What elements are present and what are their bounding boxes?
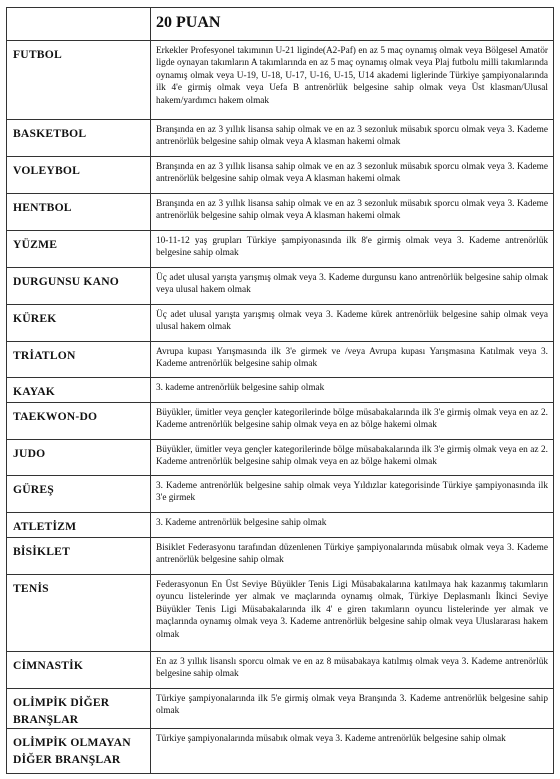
criteria-text: En az 3 yıllık lisanslı sporcu olmak ve en az 8 müsabakaya katılmış olmak veya 3. Kademe antrenörlük belgesine sahip olmak xyxy=(151,652,554,689)
sport-name: KAYAK xyxy=(7,378,151,403)
table-row xyxy=(7,194,554,231)
criteria-text: Branşında en az 3 yıllık lisansa sahip olmak ve en az 3 sezonluk müsabık sporcu olmak veya 3. Kademe antrenörlük belgesine sahip olmak veya A klasman hakemi olmak xyxy=(151,157,554,194)
table-row xyxy=(7,440,554,476)
criteria-text: 3. kademe antrenörlük belgesine sahip olmak xyxy=(151,378,554,403)
sport-name: TAEKWON-DO xyxy=(7,403,151,440)
points-title: 20 PUAN xyxy=(151,8,554,41)
criteria-text: Avrupa kupası Yarışmasında ilk 3'e girmek ve /veya Avrupa kupası Yarışmasına Katılmak veya 3. Kademe antrenörlük belgesine sahip olmak xyxy=(151,342,554,378)
criteria-text: Federasyonun En Üst Seviye Büyükler Tenis Ligi Müsabakalarına katılmaya hak kazanmış takımların oyuncu listelerinde yer almak ve maçlarında oynamış olmak, Türkiye Deplasmanlı İkinci Seviye Büyükler Tenis Ligi Müsabakalarında ilk 4' e giren takımların oyuncu listelerinde yer almak ve maçlarında oynamış olmak veya 3. Kademe antrenörlük belgesine sahip olmak veya Uluslararası hakem olmak xyxy=(151,575,554,652)
table-row xyxy=(7,268,554,305)
sport-name: ATLETİZM xyxy=(7,513,151,538)
table-row xyxy=(7,513,554,538)
table-row xyxy=(7,476,554,513)
sport-name: YÜZME xyxy=(7,231,151,268)
table-row xyxy=(7,538,554,575)
header-empty-cell xyxy=(7,8,151,41)
table-row xyxy=(7,729,554,774)
sport-name: GÜREŞ xyxy=(7,476,151,513)
sport-name: HENTBOL xyxy=(7,194,151,231)
criteria-text: Büyükler, ümitler veya gençler kategorilerinde bölge müsabakalarında ilk 3'e girmiş olmak veya en az 2. Kademe antrenörlük belgesine sahip olmak veya en az bölge hakemi olmak xyxy=(151,440,554,476)
criteria-text: Büyükler, ümitler veya gençler kategorilerinde bölge müsabakalarında ilk 3'e girmiş olmak veya en az 2. Kademe antrenörlük belgesine sahip olmak veya en az bölge hakemi olmak xyxy=(151,403,554,440)
criteria-text: 10-11-12 yaş grupları Türkiye şampiyonasında ilk 8'e girmiş olmak veya 3. Kademe antrenörlük belgesine sahip olmak xyxy=(151,231,554,268)
criteria-text: 3. Kademe antrenörlük belgesine sahip olmak veya Yıldızlar kategorisinde Türkiye şampiyonasında ilk 3'e girmek xyxy=(151,476,554,513)
table-row xyxy=(7,41,554,120)
sport-name: BASKETBOL xyxy=(7,120,151,157)
sport-name: TRİATLON xyxy=(7,342,151,378)
sport-name: JUDO xyxy=(7,440,151,476)
criteria-text: Türkiye şampiyonalarında ilk 5'e girmiş olmak veya Branşında 3. Kademe antrenörlük belgesine sahip olmak xyxy=(151,689,554,729)
table-row xyxy=(7,342,554,378)
criteria-text: Üç adet ulusal yarışta yarışmış olmak veya 3. Kademe durgunsu kano antrenörlük belgesine sahip olmak veya ulusal hakem olmak xyxy=(151,268,554,305)
table-row xyxy=(7,231,554,268)
sport-name: VOLEYBOL xyxy=(7,157,151,194)
table-row xyxy=(7,120,554,157)
criteria-text: Bisiklet Federasyonu tarafından düzenlenen Türkiye şampiyonalarında müsabık olmak veya 3. Kademe antrenörlük belgesine sahip olmak xyxy=(151,538,554,575)
header-row xyxy=(7,8,554,41)
criteria-text: 3. Kademe antrenörlük belgesine sahip olmak xyxy=(151,513,554,538)
criteria-text: Erkekler Profesyonel takımının U-21 liginde(A2-Paf) en az 5 maç oynamış olmak veya Bölgesel Amatör ligde oynayan takımların A takımlarında en az 5 maç oynamış olmak veya Plaj futbolu milli takımlarında oynamış olmak veya U-19, U-18, U-17, U-16, U-15, U14 akademi liglerinde Türkiye şampiyonalarında ilk 4'e girmiş olmak veya Uefa B antrenörlük belgesine sahip olmak veya Üst klasman/Ulusal hakem/yardımcı hakem olmak xyxy=(151,41,554,120)
criteria-table xyxy=(6,7,554,774)
sport-name: CİMNASTİK xyxy=(7,652,151,689)
table-row xyxy=(7,157,554,194)
sport-name: TENİS xyxy=(7,575,151,652)
criteria-text: Branşında en az 3 yıllık lisansa sahip olmak ve en az 3 sezonluk müsabık sporcu olmak veya 3. Kademe antrenörlük belgesine sahip olmak veya A klasman hakemi olmak xyxy=(151,120,554,157)
table-row xyxy=(7,378,554,403)
table-row xyxy=(7,652,554,689)
table-row xyxy=(7,403,554,440)
criteria-text: Branşında en az 3 yıllık lisansa sahip olmak ve en az 3 sezonluk müsabık sporcu olmak veya 3. Kademe antrenörlük belgesine sahip olmak veya A klasman hakemi olmak xyxy=(151,194,554,231)
criteria-text: Üç adet ulusal yarışta yarışmış olmak veya 3. Kademe kürek antrenörlük belgesine sahip olmak veya ulusal hakem olmak xyxy=(151,305,554,342)
sport-name: FUTBOL xyxy=(7,41,151,120)
sport-name: OLİMPİK DİĞER BRANŞLAR xyxy=(7,689,151,729)
table-row xyxy=(7,575,554,652)
criteria-text: Türkiye şampiyonalarında müsabık olmak veya 3. Kademe antrenörlük belgesine sahip olmak xyxy=(151,729,554,774)
table-row xyxy=(7,689,554,729)
sport-name: BİSİKLET xyxy=(7,538,151,575)
sport-name: DURGUNSU KANO xyxy=(7,268,151,305)
sport-name: OLİMPİK OLMAYAN DİĞER BRANŞLAR xyxy=(7,729,151,774)
sport-name: KÜREK xyxy=(7,305,151,342)
table-row xyxy=(7,305,554,342)
